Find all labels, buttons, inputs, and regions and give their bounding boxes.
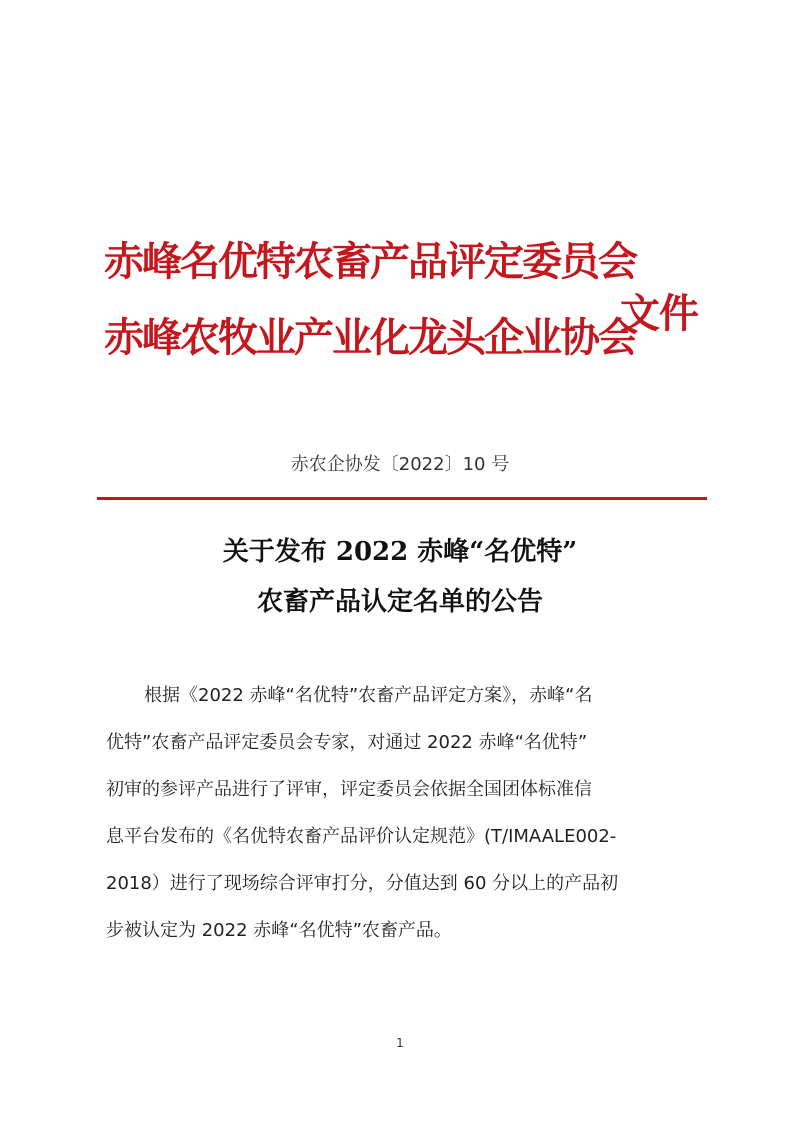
body-line: 初审的参评产品进行了评审，评定委员会依据全国团体标准信 <box>106 779 592 800</box>
issuing-organization-1: 赤峰名优特农畜产品评定委员会 <box>104 238 636 285</box>
announcement-title <box>0 532 800 622</box>
body-line: 步被认定为 2022 赤峰“名优特”农畜产品。 <box>106 920 452 941</box>
title-line-2: 农畜产品认定名单的公告 <box>256 587 543 617</box>
issuing-organizations <box>104 238 636 362</box>
title-line-1: 关于发布 2022 赤峰“名优特” <box>222 537 578 567</box>
body-line: 优特”农畜产品评定委员会专家，对通过 2022 赤峰“名优特” <box>106 732 588 753</box>
issuing-organization-2: 赤峰农牧业产业化龙头企业协会 <box>104 314 636 361</box>
body-line: 息平台发布的《名优特农畜产品评价认定规范》(T/IMAALE002- <box>106 826 617 847</box>
red-divider-line <box>97 497 707 500</box>
body-paragraph <box>106 672 706 954</box>
body-line: 根据《2022 赤峰“名优特”农畜产品评定方案》，赤峰“名 <box>144 685 593 706</box>
document-number: 赤农企协发〔2022〕10 号 <box>290 454 510 475</box>
page-number: 1 <box>396 1036 404 1050</box>
body-line: 2018）进行了现场综合评审打分，分值达到 60 分以上的产品初 <box>106 873 619 894</box>
document-type-label: 文件 <box>620 290 698 337</box>
